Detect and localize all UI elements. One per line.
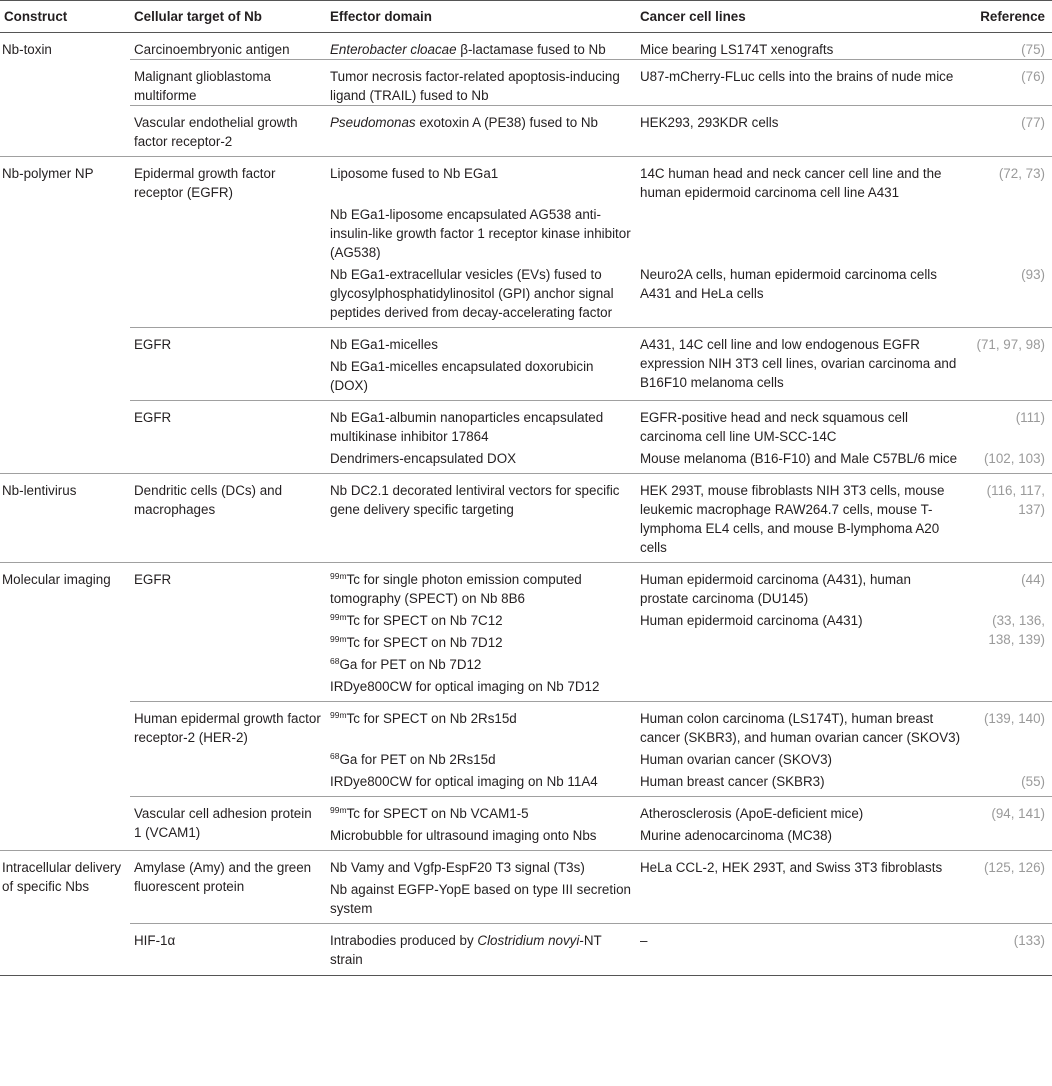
isotope-sup: 99m — [330, 710, 347, 720]
header-cells: Cancer cell lines — [636, 1, 966, 33]
reference-link[interactable]: (75) — [1021, 42, 1045, 57]
cells-cell: U87-mCherry-FLuc cells into the brains of nude mice — [636, 60, 966, 106]
isotope-sup: 68 — [330, 656, 340, 666]
table-row — [0, 106, 1052, 157]
target-cell: EGFR — [130, 401, 326, 447]
isotope-sup: 99m — [330, 805, 347, 815]
effector-cell: IRDye800CW for optical imaging on Nb 7D12 — [330, 679, 600, 694]
target-cell: Human epidermal growth factor receptor-2 (HER-2) — [130, 702, 326, 748]
table-row — [0, 747, 1052, 769]
cells-cell: Human epidermoid carcinoma (A431) — [640, 613, 863, 628]
effector-text: Tc for SPECT on Nb 7D12 — [346, 635, 503, 650]
table-row — [0, 924, 1052, 976]
effector-italic: Enterobacter cloacae — [330, 42, 457, 57]
header-construct: Construct — [0, 1, 130, 33]
reference-link[interactable]: (76) — [966, 60, 1052, 106]
effector-cell: Liposome fused to Nb EGa1 — [326, 157, 636, 203]
isotope-sup: 99m — [330, 571, 347, 581]
target-cell: EGFR — [130, 328, 326, 355]
effector-cell — [326, 747, 636, 769]
table-row — [0, 60, 1052, 106]
effector-cell: Nb against EGFP-YopE based on type III secretion system — [330, 882, 631, 916]
header-effector: Effector domain — [326, 1, 636, 33]
table-row — [0, 797, 1052, 824]
header-row — [0, 1, 1052, 33]
reference-link[interactable]: (116, 117, 137) — [966, 474, 1052, 563]
target-cell: Malignant glioblastoma multiforme — [130, 60, 326, 106]
target-cell: Epidermal growth factor receptor (EGFR) — [130, 157, 326, 203]
target-cell: Carcinoembryonic antigen — [134, 42, 290, 57]
target-cell: Vascular cell adhesion protein 1 (VCAM1) — [130, 797, 326, 851]
cells-cell: A431, 14C cell line and low endogenous EGFR expression NIH 3T3 cell lines, ovarian carcinoma and B16F10 melanoma cells — [636, 328, 966, 401]
table-row — [0, 33, 1052, 60]
reference-link[interactable]: (33, 136, 138, 139) — [988, 613, 1045, 647]
effector-text: Tc for SPECT on Nb VCAM1-5 — [346, 806, 529, 821]
cells-cell: Human ovarian cancer (SKOV3) — [640, 752, 833, 767]
table-row — [0, 262, 1052, 328]
effector-text: Tc for SPECT on Nb 2Rs15d — [346, 711, 517, 726]
table-row — [0, 401, 1052, 447]
effector-cell — [326, 924, 636, 976]
reference-link[interactable]: (102, 103) — [983, 451, 1045, 466]
effector-cell: Nb EGa1-micelles encapsulated doxorubicin (DOX) — [330, 359, 594, 393]
cells-cell: HEK 293T, mouse fibroblasts NIH 3T3 cells, mouse leukemic macrophage RAW264.7 cells, mouse T-lymphoma EL4 cells, and mouse B-lymphoma A20 cells — [636, 474, 966, 563]
effector-text: Intrabodies produced by — [330, 933, 478, 948]
effector-cell — [326, 563, 636, 609]
reference-link[interactable]: (55) — [1021, 774, 1045, 789]
effector-cell — [326, 106, 636, 157]
effector-text: Ga for PET on Nb 2Rs15d — [339, 752, 496, 767]
table-row — [0, 328, 1052, 355]
cells-cell: Human epidermoid carcinoma (A431), human prostate carcinoma (DU145) — [636, 563, 966, 609]
effector-cell: Nb EGa1-micelles — [326, 328, 636, 355]
effector-text: exotoxin A (PE38) fused to Nb — [415, 115, 598, 130]
reference-link[interactable]: (72, 73) — [966, 157, 1052, 263]
header-reference: Reference — [966, 1, 1052, 33]
table-row — [0, 769, 1052, 797]
effector-cell — [326, 652, 636, 674]
cells-cell: Atherosclerosis (ApoE-deficient mice) — [636, 797, 966, 824]
effector-cell: IRDye800CW for optical imaging on Nb 11A4 — [330, 774, 598, 789]
cells-cell: Mouse melanoma (B16-F10) and Male C57BL/6 mice — [640, 451, 958, 466]
cells-cell: HEK293, 293KDR cells — [636, 106, 966, 157]
table-row — [0, 851, 1052, 878]
cells-cell: – — [636, 924, 966, 976]
construct-cell: Nb-polymer NP — [0, 157, 130, 203]
effector-cell: Tumor necrosis factor-related apoptosis-inducing ligand (TRAIL) fused to Nb — [326, 60, 636, 106]
table-row — [0, 563, 1052, 609]
construct-cell: Intracellular delivery of specific Nbs — [0, 851, 130, 924]
construct-cell: Nb-toxin — [2, 42, 52, 57]
construct-cell: Molecular imaging — [0, 563, 130, 609]
reference-link[interactable]: (139, 140) — [966, 702, 1052, 748]
effector-cell — [326, 797, 636, 824]
table-row — [0, 608, 1052, 630]
effector-text: β-lactamase fused to Nb — [456, 42, 606, 57]
cells-cell: HeLa CCL-2, HEK 293T, and Swiss 3T3 fibroblasts — [636, 851, 966, 924]
effector-text: Ga for PET on Nb 7D12 — [339, 657, 482, 672]
effector-cell — [326, 630, 636, 652]
target-cell: HIF-1α — [130, 924, 326, 976]
table-row — [0, 446, 1052, 474]
table-row — [0, 474, 1052, 563]
cells-cell: Murine adenocarcinoma (MC38) — [640, 828, 833, 843]
effector-cell: Nb DC2.1 decorated lentiviral vectors for specific gene delivery specific targeting — [326, 474, 636, 563]
target-cell: Vascular endothelial growth factor receptor-2 — [130, 106, 326, 157]
construct-cell: Nb-lentivirus — [0, 474, 130, 563]
cells-cell: Human breast cancer (SKBR3) — [640, 774, 825, 789]
effector-italic: Pseudomonas — [330, 115, 416, 130]
target-cell: EGFR — [130, 563, 326, 609]
cells-cell: EGFR-positive head and neck squamous cell carcinoma cell line UM-SCC-14C — [636, 401, 966, 447]
reference-link[interactable]: (44) — [966, 563, 1052, 609]
reference-link[interactable]: (77) — [966, 106, 1052, 157]
reference-link[interactable]: (94, 141) — [966, 797, 1052, 824]
isotope-sup: 99m — [330, 612, 347, 622]
effector-cell: Nb EGa1-albumin nanoparticles encapsulated multikinase inhibitor 17864 — [326, 401, 636, 447]
cells-cell: 14C human head and neck cancer cell line and the human epidermoid carcinoma cell line A431 — [636, 157, 966, 263]
reference-link[interactable]: (93) — [1021, 267, 1045, 282]
effector-cell: Nb Vamy and Vgfp-EspF20 T3 signal (T3s) — [326, 851, 636, 878]
reference-link[interactable]: (133) — [966, 924, 1052, 976]
isotope-sup: 68 — [330, 751, 340, 761]
effector-text: -NT strain — [330, 933, 602, 967]
isotope-sup: 99m — [330, 634, 347, 644]
reference-link[interactable]: (71, 97, 98) — [966, 328, 1052, 401]
table-row — [0, 702, 1052, 748]
reference-link[interactable]: (125, 126) — [966, 851, 1052, 924]
effector-text: Tc for single photon emission computed tomography (SPECT) on Nb 8B6 — [330, 572, 582, 606]
table-row — [0, 157, 1052, 203]
effector-cell: Microbubble for ultrasound imaging onto Nbs — [330, 828, 597, 843]
effector-cell: Dendrimers-encapsulated DOX — [330, 451, 517, 466]
reference-link[interactable]: (111) — [966, 401, 1052, 447]
effector-italic: Clostridium novyi — [477, 933, 580, 948]
target-cell: Amylase (Amy) and the green fluorescent protein — [130, 851, 326, 924]
effector-cell — [326, 608, 636, 630]
target-cell: Dendritic cells (DCs) and macrophages — [130, 474, 326, 563]
effector-cell — [326, 33, 636, 60]
cells-cell: Neuro2A cells, human epidermoid carcinoma cells A431 and HeLa cells — [640, 267, 937, 301]
effector-text: Tc for SPECT on Nb 7C12 — [346, 613, 503, 628]
effector-cell — [326, 702, 636, 748]
header-target: Cellular target of Nb — [130, 1, 326, 33]
cells-cell: Mice bearing LS174T xenografts — [640, 42, 834, 57]
effector-cell: Nb EGa1-liposome encapsulated AG538 anti-insulin-like growth factor 1 receptor kinase inhibitor (AG538) — [330, 207, 631, 260]
cells-cell: Human colon carcinoma (LS174T), human breast cancer (SKBR3), and human ovarian cancer (SKOV3) — [636, 702, 966, 748]
effector-cell: Nb EGa1-extracellular vesicles (EVs) fused to glycosylphosphatidylinositol (GPI) anchor signal peptides derived from decay-accelerating factor — [330, 267, 614, 320]
